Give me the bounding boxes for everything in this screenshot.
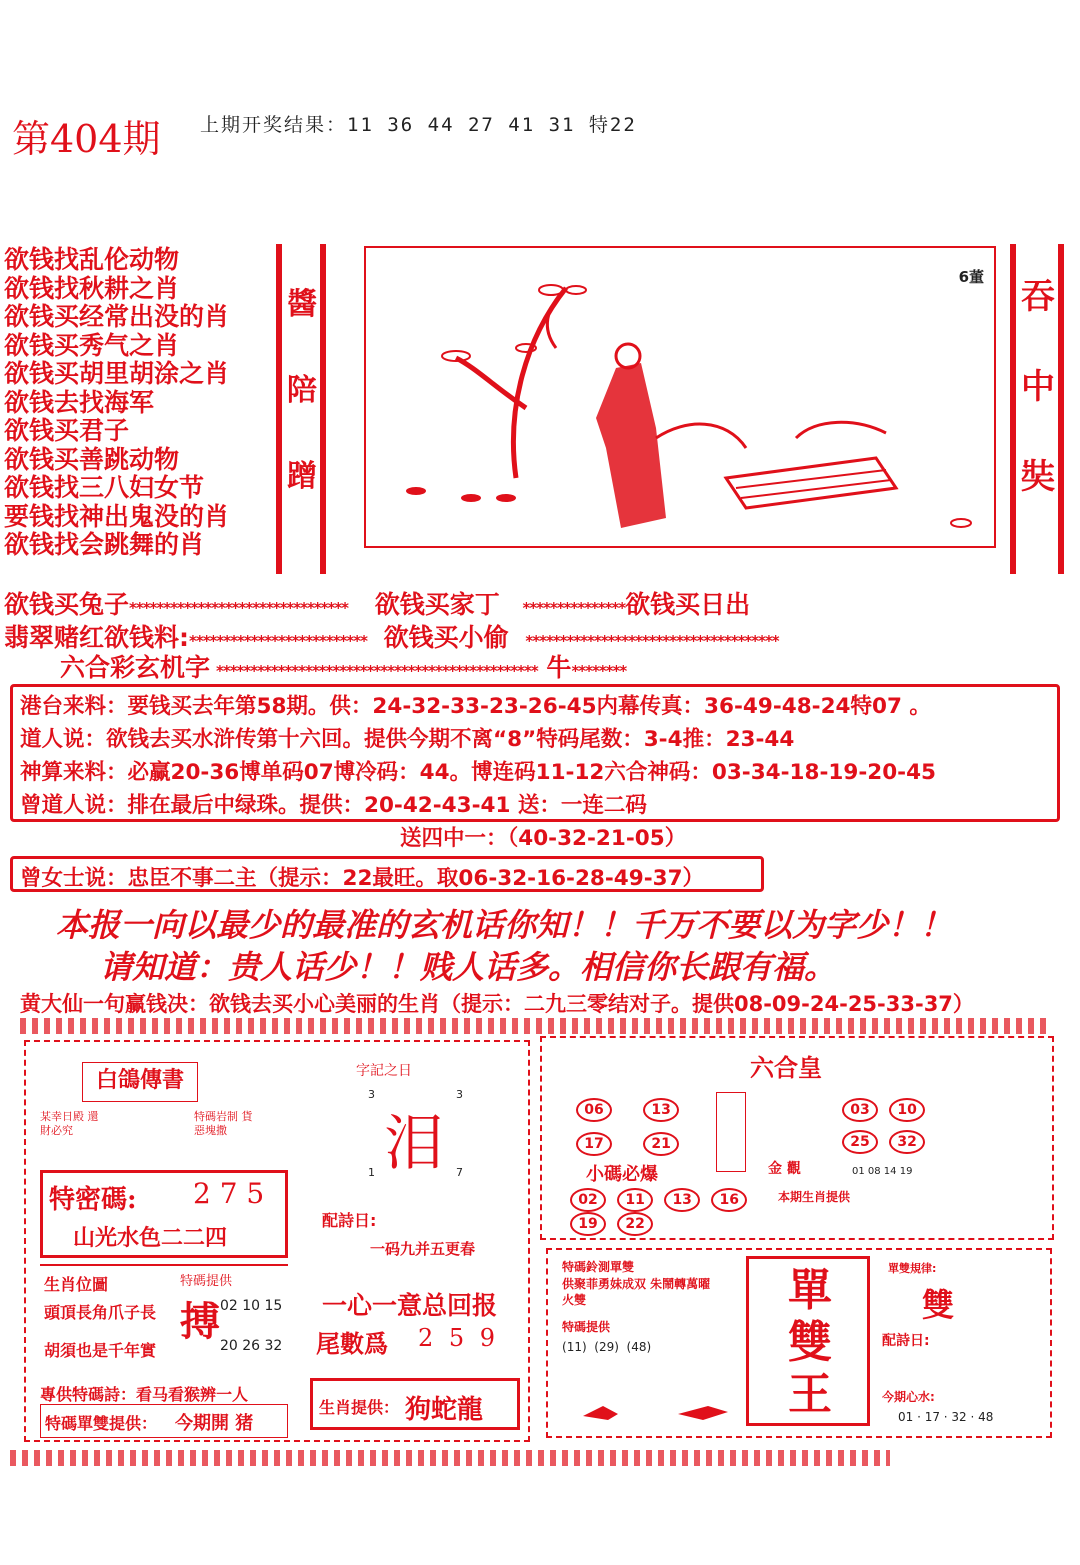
riddle-line: 欲钱找乱伦动物 xyxy=(4,245,180,274)
rule-char: 雙 xyxy=(922,1286,955,1324)
secret-value: 2 7 5 xyxy=(193,1177,265,1210)
huang-line: 黄大仙一句赢钱决：欲钱去买小心美丽的生肖（提示：二九三零结对子。提供08-09-24-25-33-37） xyxy=(20,992,974,1016)
secret-label: 特密碼: xyxy=(49,1185,137,1215)
slogan-line-1: 本报一向以最少的最准的玄机话你知！！千万不要以为字少！！ xyxy=(56,906,953,944)
riddle-list xyxy=(4,246,229,560)
info-lines xyxy=(20,690,936,855)
ball: 25 xyxy=(842,1130,878,1154)
ball: 02 xyxy=(570,1188,606,1212)
king-text: 單 雙 王 xyxy=(788,1265,832,1420)
vertical-badge xyxy=(716,1092,746,1172)
secret-box xyxy=(40,1170,288,1258)
provide-label: 本期生肖提供 xyxy=(778,1190,851,1204)
small-burst: 小碼必爆 xyxy=(586,1164,658,1185)
riddle-line: 欲钱找秋耕之肖 xyxy=(4,273,180,303)
king-box xyxy=(746,1256,870,1426)
ball: 32 xyxy=(889,1130,925,1154)
riddle-line: 要钱找神出鬼没的肖 xyxy=(4,501,230,531)
ball: 21 xyxy=(643,1132,679,1156)
riddle-line: 欲钱去找海军 xyxy=(4,387,155,417)
corner-num: 3 xyxy=(368,1088,375,1101)
word-day-title: 字記之日 xyxy=(356,1063,412,1079)
stamp-box: 白鴿傳書 xyxy=(82,1062,198,1102)
zodiac-area xyxy=(40,1264,288,1374)
poem-line: 一码九并五更春 xyxy=(370,1240,476,1258)
balls-left xyxy=(576,1098,716,1156)
balls-right xyxy=(842,1098,942,1154)
riddle-line: 欲钱找三八妇女节 xyxy=(4,473,205,502)
right-panel-bottom xyxy=(546,1248,1052,1438)
poem-special: 專供特碼詩：看马看猴辨一人 xyxy=(40,1385,249,1404)
zodiac-line-2: 胡須也是千年實 xyxy=(44,1341,157,1360)
single-double-box: 特碼單雙提供： 今期開 猪 xyxy=(40,1404,288,1438)
info-line: 港台来料：要钱买去年第58期。供：24-32-33-23-26-45内幕传真：36-49-48-24特07 。 xyxy=(20,694,931,719)
star-row-2: 翡翠赌红欲钱料:************************** 欲钱买小偷 ************************************* xyxy=(4,623,779,652)
header-char: 六合皇 xyxy=(750,1053,822,1082)
ball: 11 xyxy=(617,1188,653,1212)
ball: 13 xyxy=(664,1188,700,1212)
animal-icon xyxy=(578,1396,748,1424)
riddle-line: 欲钱买秀气之肖 xyxy=(4,330,180,360)
info-line: 送四中一：（40-32-21-05） xyxy=(400,826,687,851)
left-frame-bar-2 xyxy=(320,244,326,574)
tail-label: 尾數爲 xyxy=(316,1329,388,1358)
riddle-line: 欲钱买善跳动物 xyxy=(4,444,180,474)
right-poem-title: 配詩日: xyxy=(882,1333,930,1349)
special-balls: (11) (29) (48) xyxy=(562,1340,652,1354)
balls-bottom xyxy=(570,1188,760,1236)
riddle-line: 欲钱买君子 xyxy=(4,416,130,445)
ball: 03 xyxy=(842,1098,878,1122)
ball: 22 xyxy=(617,1212,653,1236)
zodiac-give-box: 生肖提供： 狗蛇龍 xyxy=(310,1378,520,1430)
note-right: 特碼岩制 貨惡塊撒 xyxy=(194,1110,253,1137)
special-nums-1: 02 10 15 xyxy=(220,1298,283,1314)
info-line: 道人说：欲钱去买水浒传第十六回。提供今期不离“8”特码尾数：3-4推：23-44 xyxy=(20,727,795,752)
ball: 06 xyxy=(576,1098,612,1122)
rule-title: 單雙規律: xyxy=(888,1262,937,1275)
riddle-line: 欲钱找会跳舞的肖 xyxy=(4,530,205,559)
ball: 10 xyxy=(889,1098,925,1122)
predict-title: 特碼鈴測單雙 xyxy=(562,1260,635,1274)
left-panel xyxy=(24,1040,530,1442)
riddle-line: 欲钱买经常出没的肖 xyxy=(4,302,230,331)
special-char: 搏 xyxy=(180,1298,220,1345)
special-title: 特碼提供 xyxy=(180,1274,233,1289)
pattern-strip-bottom xyxy=(10,1450,890,1466)
poem-title: 配詩日: xyxy=(322,1211,377,1230)
riddle-line: 欲钱买胡里胡涂之肖 xyxy=(4,359,230,388)
heart-text: 一心一意总回报 xyxy=(322,1291,498,1320)
star-row-1: 欲钱买兔子******************************** 欲钱买家丁 ***************欲钱买日出 xyxy=(4,590,751,619)
heart-title: 今期心水: xyxy=(882,1390,935,1404)
slogan-line-2: 请知道：贵人话少！！贱人话多。相信你长跟有福。 xyxy=(100,948,837,986)
info-line: 神算来料：必赢20-36博单码07博冷码：44。博连码11-12六合神码：03-34-18-19-20-45 xyxy=(20,760,936,785)
scenery: 山光水色二二四 xyxy=(73,1226,228,1251)
issue-number: 第404期 xyxy=(12,117,161,161)
corner-num: 3 xyxy=(456,1088,463,1101)
zodiac-title: 生肖位圖 xyxy=(44,1275,109,1294)
left-vertical-text: 醬 陪 蹭 xyxy=(287,287,317,494)
corner-num: 1 xyxy=(368,1166,375,1179)
info-line: 曾道人说：排在最后中绿珠。提供：20-42-43-41 送：一连二码 xyxy=(20,793,647,818)
gold-label: 金 觀 xyxy=(768,1161,801,1177)
heart-nums: 01 · 17 · 32 · 48 xyxy=(898,1410,994,1424)
illustration-drawing xyxy=(366,248,994,546)
right-frame-bar-2 xyxy=(1058,244,1064,574)
note-left: 某幸日殿 還財必究 xyxy=(40,1110,99,1137)
small-nums: 01 08 14 19 xyxy=(852,1166,913,1177)
illustration-frame xyxy=(364,246,996,548)
right-frame-bar xyxy=(1010,244,1016,574)
last-result: 上期开奖结果：11 36 44 27 41 31 特22 xyxy=(200,114,637,136)
predict-lines: 供聚菲勇妹成双 朱鬧轉萬曜火雙 xyxy=(562,1277,711,1307)
ball: 16 xyxy=(711,1188,747,1212)
right-panel-top xyxy=(540,1036,1054,1240)
ball: 17 xyxy=(576,1132,612,1156)
word-char: 泪 xyxy=(384,1109,444,1179)
zodiac-line-1: 頭頂長角爪子長 xyxy=(44,1303,157,1322)
tail-value: 2 5 9 xyxy=(418,1324,500,1352)
left-frame-bar xyxy=(276,244,282,574)
lady-line: 曾女士说：忠臣不事二主（提示：22最旺。取06-32-16-28-49-37） xyxy=(20,866,705,891)
star-row-3: 六合彩玄机字 *********************************************** 牛******** xyxy=(60,653,627,682)
illustration-corner: 6董 xyxy=(958,268,984,286)
ball: 19 xyxy=(570,1212,606,1236)
corner-num: 7 xyxy=(456,1166,463,1179)
special-nums-2: 20 26 32 xyxy=(220,1338,283,1354)
right-vertical-text: 吞 中 奘 xyxy=(1021,277,1055,497)
pattern-strip-top xyxy=(20,1018,1050,1034)
ball: 13 xyxy=(643,1098,679,1122)
special-give: 特碼提供 xyxy=(562,1320,611,1334)
